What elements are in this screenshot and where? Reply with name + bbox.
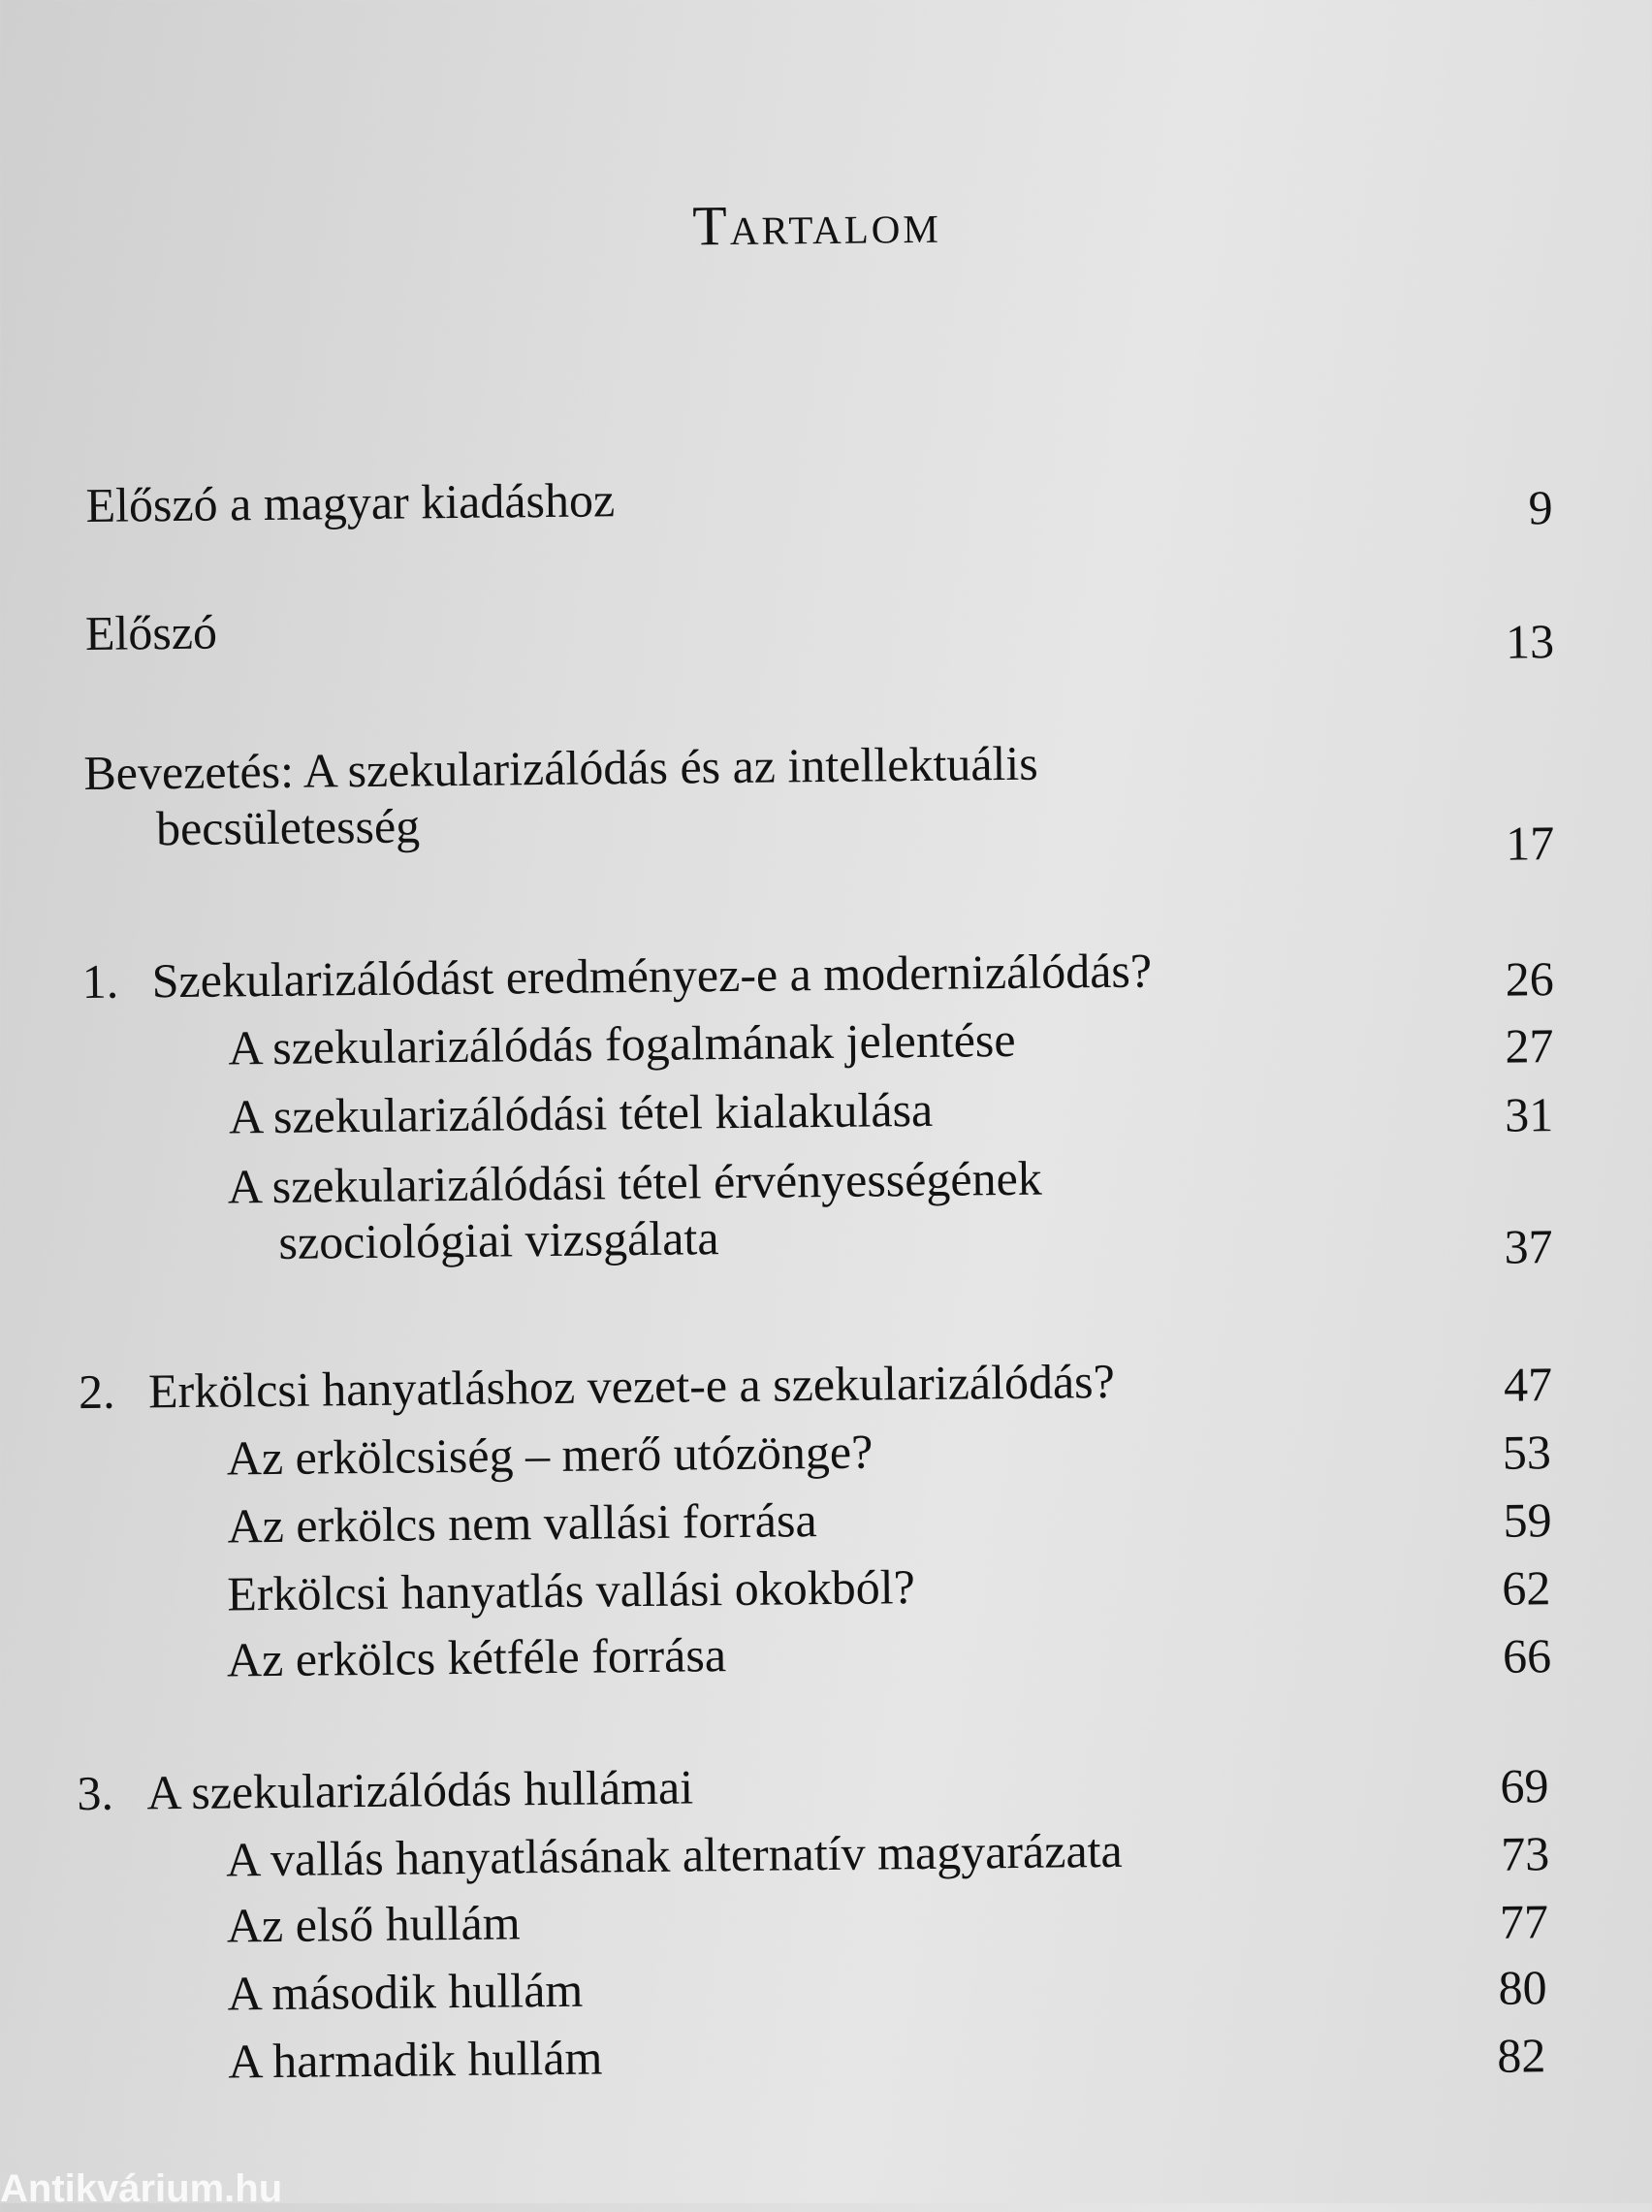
toc-entry-introduction — [83, 735, 1039, 857]
toc-entry-foreword — [85, 604, 218, 661]
toc-page-number: 17 — [1505, 816, 1555, 871]
toc-section — [227, 1491, 817, 1554]
toc-entry-title: Előszó a magyar kiadáshoz — [85, 472, 616, 532]
toc-section — [228, 2029, 603, 2089]
chapter-title: A szekularizálódás hullámai — [146, 1759, 694, 1820]
toc-page-number: 9 — [1528, 480, 1553, 535]
toc-page-number: 27 — [1505, 1018, 1554, 1074]
section-title: Az erkölcs kétféle forrása — [226, 1627, 727, 1687]
toc-entry-title-continued: becsületesség — [155, 798, 421, 856]
chapter-title: Erkölcsi hanyatláshoz vezet-e a szekularizálódás? — [147, 1353, 1116, 1419]
section-title: Erkölcsi hanyatlás vallási okokból? — [226, 1559, 916, 1621]
toc-section — [227, 1626, 727, 1687]
section-title: A szekularizálódási tétel kialakulása — [228, 1081, 934, 1144]
toc-page-number: 26 — [1505, 951, 1555, 1007]
toc-page-number: 80 — [1498, 1960, 1547, 2015]
toc-page-number: 37 — [1504, 1219, 1553, 1274]
toc-chapter-2 — [79, 1353, 1115, 1420]
chapter-number: 1. — [81, 953, 119, 1010]
toc-chapter-1 — [81, 942, 1152, 1010]
page-title: Tartalom — [691, 191, 942, 258]
toc-page-number: 13 — [1505, 614, 1555, 669]
section-title: Az erkölcs nem vallási forrása — [227, 1492, 817, 1554]
toc-section — [226, 1822, 1123, 1888]
toc-section — [227, 1962, 583, 2022]
toc-entry-foreword-hungarian — [85, 471, 615, 533]
toc-section — [227, 1558, 915, 1621]
section-title: A vallás hanyatlásának alternatív magyarázata — [225, 1822, 1123, 1887]
section-title: A szekularizálódás fogalmának jelentése — [228, 1011, 1016, 1075]
section-title: A harmadik hullám — [228, 2030, 603, 2089]
toc-page-number: 73 — [1500, 1826, 1550, 1881]
toc-page-number: 59 — [1503, 1492, 1552, 1548]
toc-page-number: 31 — [1504, 1087, 1554, 1142]
toc-section — [227, 1424, 874, 1487]
section-title: A második hullám — [227, 1962, 584, 2021]
section-title-continued: szociológiai vizsgálata — [278, 1210, 719, 1269]
toc-page-number: 62 — [1501, 1560, 1551, 1616]
toc-section — [229, 1081, 934, 1145]
toc-section — [228, 1150, 1043, 1271]
toc-entry-title: Előszó — [84, 604, 218, 660]
chapter-number: 2. — [78, 1363, 115, 1420]
section-title: A szekularizálódási tétel érvényességének — [227, 1150, 1043, 1214]
toc-chapter-3 — [77, 1758, 693, 1821]
chapter-title: Szekularizálódást eredményez-e a modernizálódás? — [151, 943, 1153, 1009]
toc-page-number: 82 — [1497, 2028, 1546, 2083]
site-watermark: Antikvárium.hu — [0, 2167, 283, 2210]
section-title: Az erkölcsiség – merő utózönge? — [226, 1424, 874, 1486]
toc-entry-title: Bevezetés: A szekularizálódás és az intellektuális — [83, 735, 1039, 800]
section-title: Az első hullám — [226, 1895, 521, 1953]
chapter-number: 3. — [77, 1765, 114, 1821]
toc-page-number: 66 — [1502, 1628, 1552, 1683]
toc-section — [227, 1894, 521, 1953]
toc-page-number: 69 — [1500, 1758, 1549, 1813]
toc-section — [228, 1011, 1016, 1076]
toc-page-number: 77 — [1499, 1894, 1549, 1949]
toc-page-number: 53 — [1502, 1425, 1552, 1480]
toc-page-number: 47 — [1503, 1357, 1553, 1412]
